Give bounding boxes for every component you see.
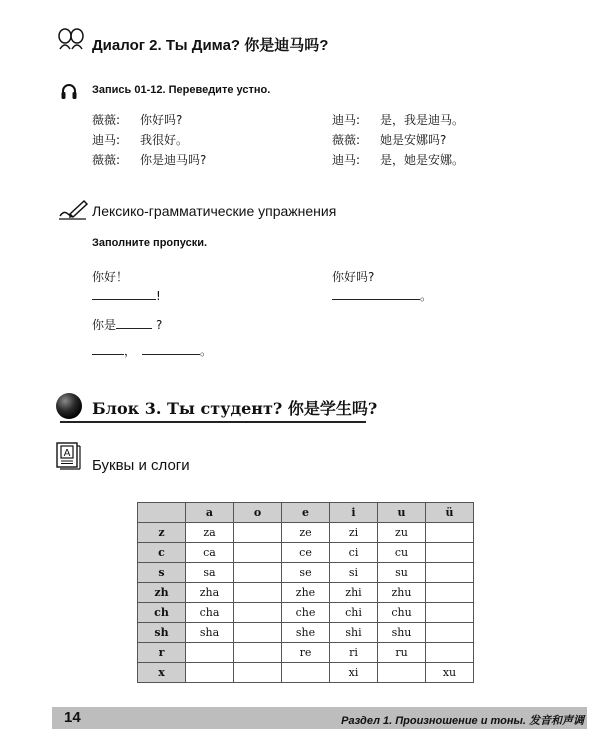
- letters-syllables-title: Буквы и слоги: [92, 457, 190, 474]
- syllable-cell: [234, 583, 282, 603]
- row-header-initial: x: [138, 663, 186, 683]
- syllable-cell: si: [330, 563, 378, 583]
- dialog-right-column: [332, 110, 464, 170]
- dialog-icon: [58, 28, 84, 50]
- row-header-initial: s: [138, 563, 186, 583]
- syllable-cell: [234, 623, 282, 643]
- syllable-cell: zi: [330, 523, 378, 543]
- syllable-cell: ri: [330, 643, 378, 663]
- table-row: [138, 603, 474, 623]
- dialog-line: 迪马: 我很好。: [92, 133, 189, 147]
- table-row: [138, 543, 474, 563]
- syllable-cell: sa: [186, 563, 234, 583]
- syllable-cell: [234, 663, 282, 683]
- block-title: Блок 3. Ты студент? 你是学生吗?: [92, 399, 378, 418]
- headphones-icon: [60, 82, 78, 100]
- syllable-cell: [426, 643, 474, 663]
- syllable-cell: [426, 523, 474, 543]
- table-corner-cell: [138, 503, 186, 523]
- svg-text:A: A: [63, 448, 71, 459]
- dialog-line: 薇薇: 你是迪马吗?: [92, 153, 207, 167]
- syllable-cell: [234, 603, 282, 623]
- dialog-line: 迪马: 是，她是安娜。: [332, 153, 465, 167]
- syllable-cell: xi: [330, 663, 378, 683]
- syllable-cell: [186, 643, 234, 663]
- syllable-cell: ze: [282, 523, 330, 543]
- column-header: u: [378, 503, 426, 523]
- syllable-cell: she: [282, 623, 330, 643]
- section-footer-title: Раздел 1. Произношение и тоны. 发音和声调: [341, 715, 584, 727]
- syllable-cell: ca: [186, 543, 234, 563]
- row-header-initial: zh: [138, 583, 186, 603]
- syllable-cell: cu: [378, 543, 426, 563]
- answer-blank[interactable]: [92, 342, 124, 355]
- exercise-instruction: Заполните пропуски.: [92, 237, 208, 249]
- syllable-cell: se: [282, 563, 330, 583]
- table-row: [138, 523, 474, 543]
- syllable-cell: zha: [186, 583, 234, 603]
- row-header-initial: sh: [138, 623, 186, 643]
- column-header: e: [282, 503, 330, 523]
- syllable-cell: [426, 583, 474, 603]
- syllable-cell: cha: [186, 603, 234, 623]
- syllable-cell: che: [282, 603, 330, 623]
- exercise-answer-3: ， 。: [92, 342, 212, 359]
- dialog-line: 薇薇: 她是安娜吗?: [332, 133, 447, 147]
- syllable-cell: ci: [330, 543, 378, 563]
- syllable-cell: [426, 603, 474, 623]
- syllable-cell: chu: [378, 603, 426, 623]
- column-header: o: [234, 503, 282, 523]
- answer-blank[interactable]: [332, 287, 420, 300]
- column-header: ü: [426, 503, 474, 523]
- syllable-cell: su: [378, 563, 426, 583]
- syllable-cell: ce: [282, 543, 330, 563]
- syllable-cell: za: [186, 523, 234, 543]
- syllable-cell: zhi: [330, 583, 378, 603]
- row-header-initial: c: [138, 543, 186, 563]
- syllable-cell: zhe: [282, 583, 330, 603]
- syllable-cell: [186, 663, 234, 683]
- syllable-cell: ru: [378, 643, 426, 663]
- syllable-cell: [426, 563, 474, 583]
- syllable-cell: [234, 643, 282, 663]
- table-row: [138, 643, 474, 663]
- table-row: [138, 583, 474, 603]
- syllable-cell: [426, 543, 474, 563]
- column-header: a: [186, 503, 234, 523]
- syllable-cell: shu: [378, 623, 426, 643]
- answer-blank[interactable]: [116, 316, 152, 329]
- section-bullet-icon: [56, 393, 82, 419]
- syllable-cell: re: [282, 643, 330, 663]
- syllable-cell: [378, 663, 426, 683]
- exercise-answer-1: !: [92, 287, 161, 303]
- syllable-cell: xu: [426, 663, 474, 683]
- syllable-cell: shi: [330, 623, 378, 643]
- table-row: [138, 623, 474, 643]
- table-row: [138, 563, 474, 583]
- dialog-left-column: [92, 110, 206, 170]
- syllable-cell: zhu: [378, 583, 426, 603]
- letter-card-icon: [56, 442, 82, 470]
- row-header-initial: r: [138, 643, 186, 663]
- exercise-prompt-2: 你好吗?: [332, 270, 375, 284]
- exercise-prompt-3: 你是 ?: [92, 318, 163, 332]
- table-header-row: [138, 503, 474, 523]
- syllable-cell: [234, 563, 282, 583]
- syllable-cell: [234, 543, 282, 563]
- dialog-line: 薇薇: 你好吗?: [92, 113, 183, 127]
- exercise-prompt-1: 你好！: [92, 270, 129, 284]
- column-header: i: [330, 503, 378, 523]
- block-title-underline: [60, 421, 366, 423]
- dialog-line: 迪马: 是，我是迪马。: [332, 113, 465, 127]
- row-header-initial: z: [138, 523, 186, 543]
- exercise-answer-2: 。: [332, 287, 432, 304]
- exercises-title: Лексико-грамматические упражнения: [92, 203, 337, 219]
- syllable-cell: zu: [378, 523, 426, 543]
- syllable-cell: chi: [330, 603, 378, 623]
- table-row: [138, 663, 474, 683]
- syllable-table: [137, 502, 474, 683]
- syllable-cell: [426, 623, 474, 643]
- syllable-cell: sha: [186, 623, 234, 643]
- syllable-cell: [282, 663, 330, 683]
- answer-blank[interactable]: [92, 287, 156, 300]
- answer-blank[interactable]: [142, 342, 200, 355]
- syllable-cell: [234, 523, 282, 543]
- recording-instruction: Запись 01-12. Переведите устно.: [92, 84, 271, 96]
- pen-writing-icon: [58, 198, 88, 220]
- page-number: 14: [64, 709, 81, 726]
- row-header-initial: ch: [138, 603, 186, 623]
- dialog-title: Диалог 2. Ты Дима? 你是迪马吗?: [92, 37, 329, 54]
